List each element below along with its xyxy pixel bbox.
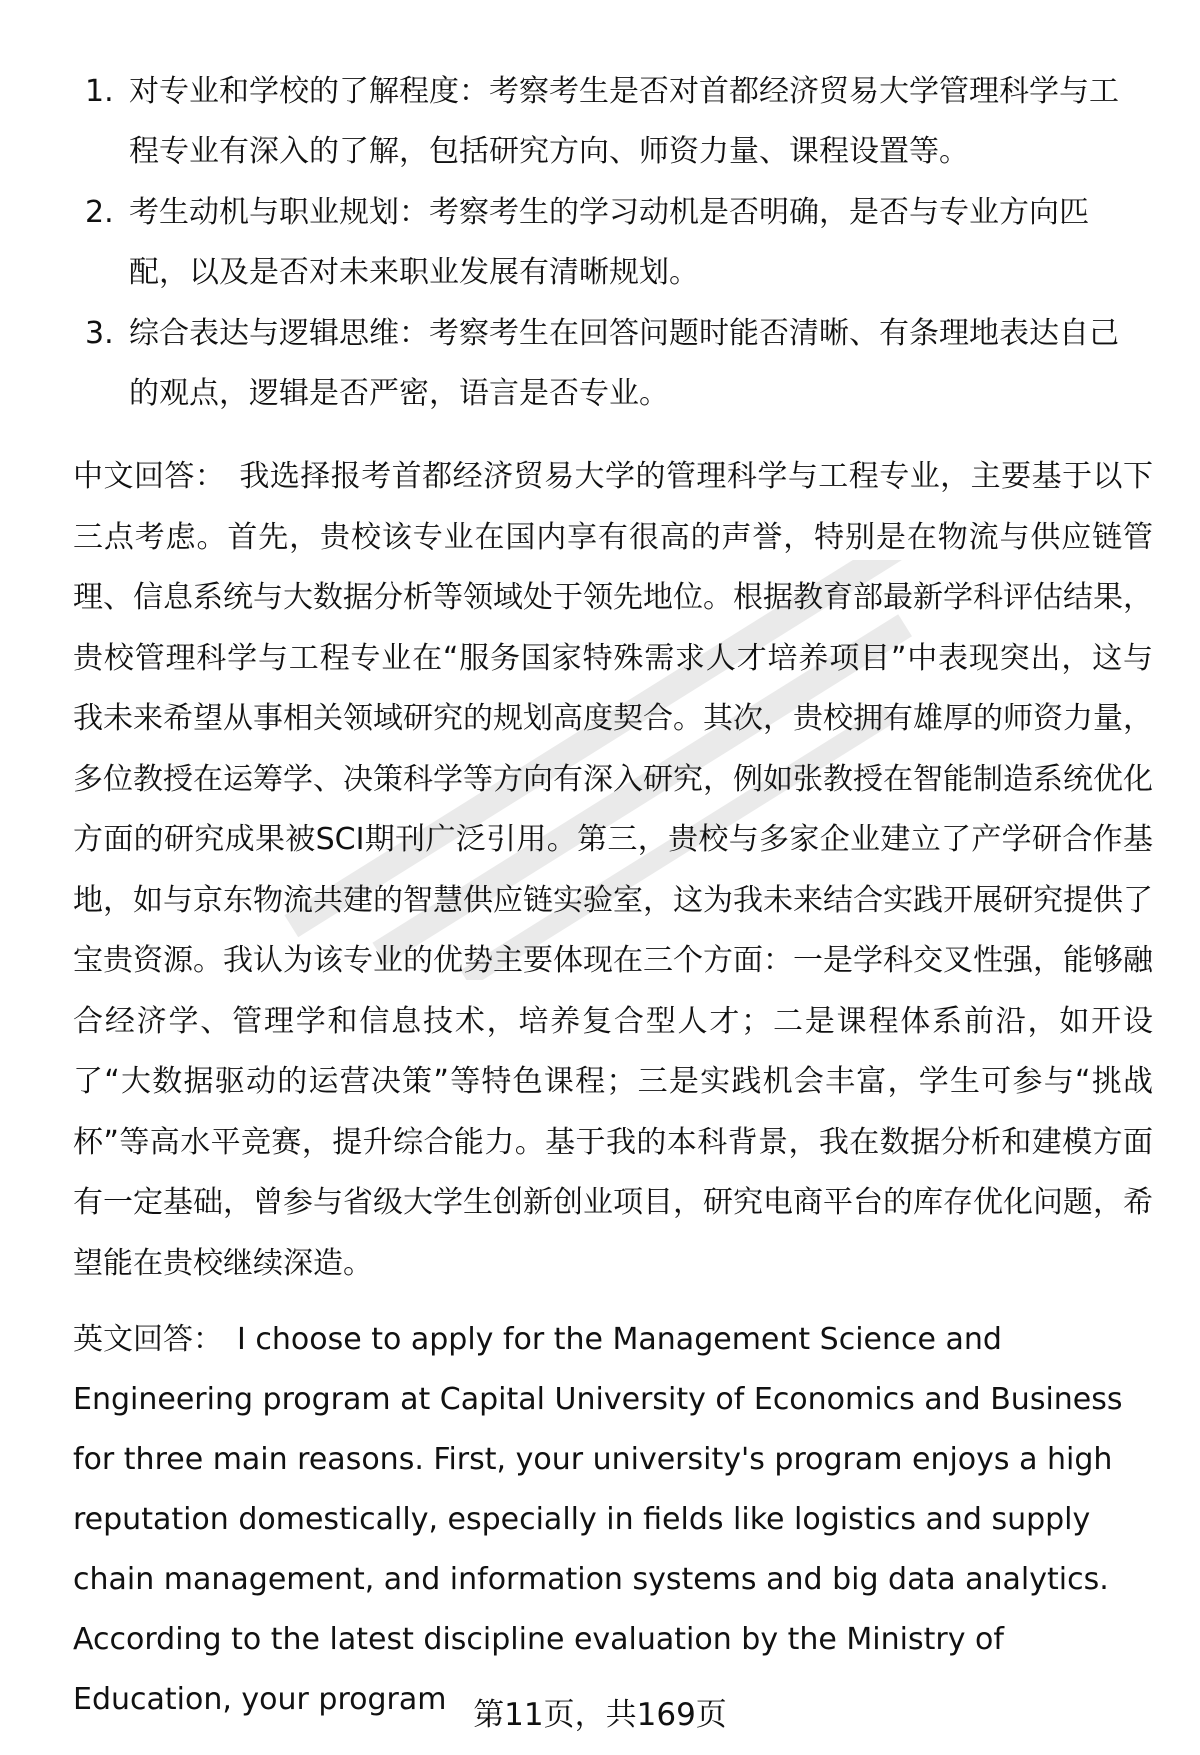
criteria-number: 3. — [85, 316, 114, 351]
chinese-answer-paragraph — [73, 447, 1153, 1294]
english-answer-label: 英文回答： — [73, 1322, 223, 1357]
english-answer-text: I choose to apply for the Management Science and Engineering program at Capital University of Economics and Business for three main reasons. First, your university's program enjoys a high reputation domestically, especially in fields like logistics and supply chain management, and information systems and big data analytics. According to the latest discipline evaluation by the Ministry of Education, your program — [73, 1322, 1123, 1717]
criteria-text: 综合表达与逻辑思维：考察考生在回答问题时能否清晰、有条理地表达自己的观点，逻辑是否严密，语言是否专业。 — [129, 316, 1119, 411]
criteria-number: 2. — [85, 195, 114, 230]
criteria-text: 考生动机与职业规划：考察考生的学习动机是否明确，是否与专业方向匹配，以及是否对未来职业发展有清晰规划。 — [129, 195, 1089, 290]
criteria-item — [85, 62, 1145, 182]
criteria-item — [85, 183, 1145, 303]
evaluation-criteria-list — [85, 62, 1145, 425]
chinese-answer-text: 我选择报考首都经济贸易大学的管理科学与工程专业，主要基于以下三点考虑。首先，贵校该专业在国内享有很高的声誉，特别是在物流与供应链管理、信息系统与大数据分析等领域处于领先地位。根据教育部最新学科评估结果，贵校管理科学与工程专业在“服务国家特殊需求人才培养项目”中表现突出，这与我未来希望从事相关领域研究的规划高度契合。其次，贵校拥有雄厚的师资力量，多位教授在运筹学、决策科学等方向有深入研究，例如张教授在智能制造系统优化方面的研究成果被SCI期刊广泛引用。第三，贵校与多家企业建立了产学研合作基地，如与京东物流共建的智慧供应链实验室，这为我未来结合实践开展研究提供了宝贵资源。我认为该专业的优势主要体现在三个方面：一是学科交叉性强，能够融合经济学、管理学和信息技术，培养复合型人才；二是课程体系前沿，如开设了“大数据驱动的运营决策”等特色课程；三是实践机会丰富，学生可参与“挑战杯”等高水平竞赛，提升综合能力。基于我的本科背景，我在数据分析和建模方面有一定基础，曾参与省级大学生创新创业项目，研究电商平台的库存优化问题，希望能在贵校继续深造。 — [73, 459, 1154, 1281]
criteria-text: 对专业和学校的了解程度：考察考生是否对首都经济贸易大学管理科学与工程专业有深入的了解，包括研究方向、师资力量、课程设置等。 — [129, 74, 1119, 169]
english-answer-paragraph — [73, 1310, 1153, 1730]
chinese-answer-label: 中文回答： — [73, 459, 226, 494]
criteria-number: 1. — [85, 74, 114, 109]
page-number: 第11页，共169页 — [473, 1697, 727, 1733]
criteria-item — [85, 304, 1145, 424]
